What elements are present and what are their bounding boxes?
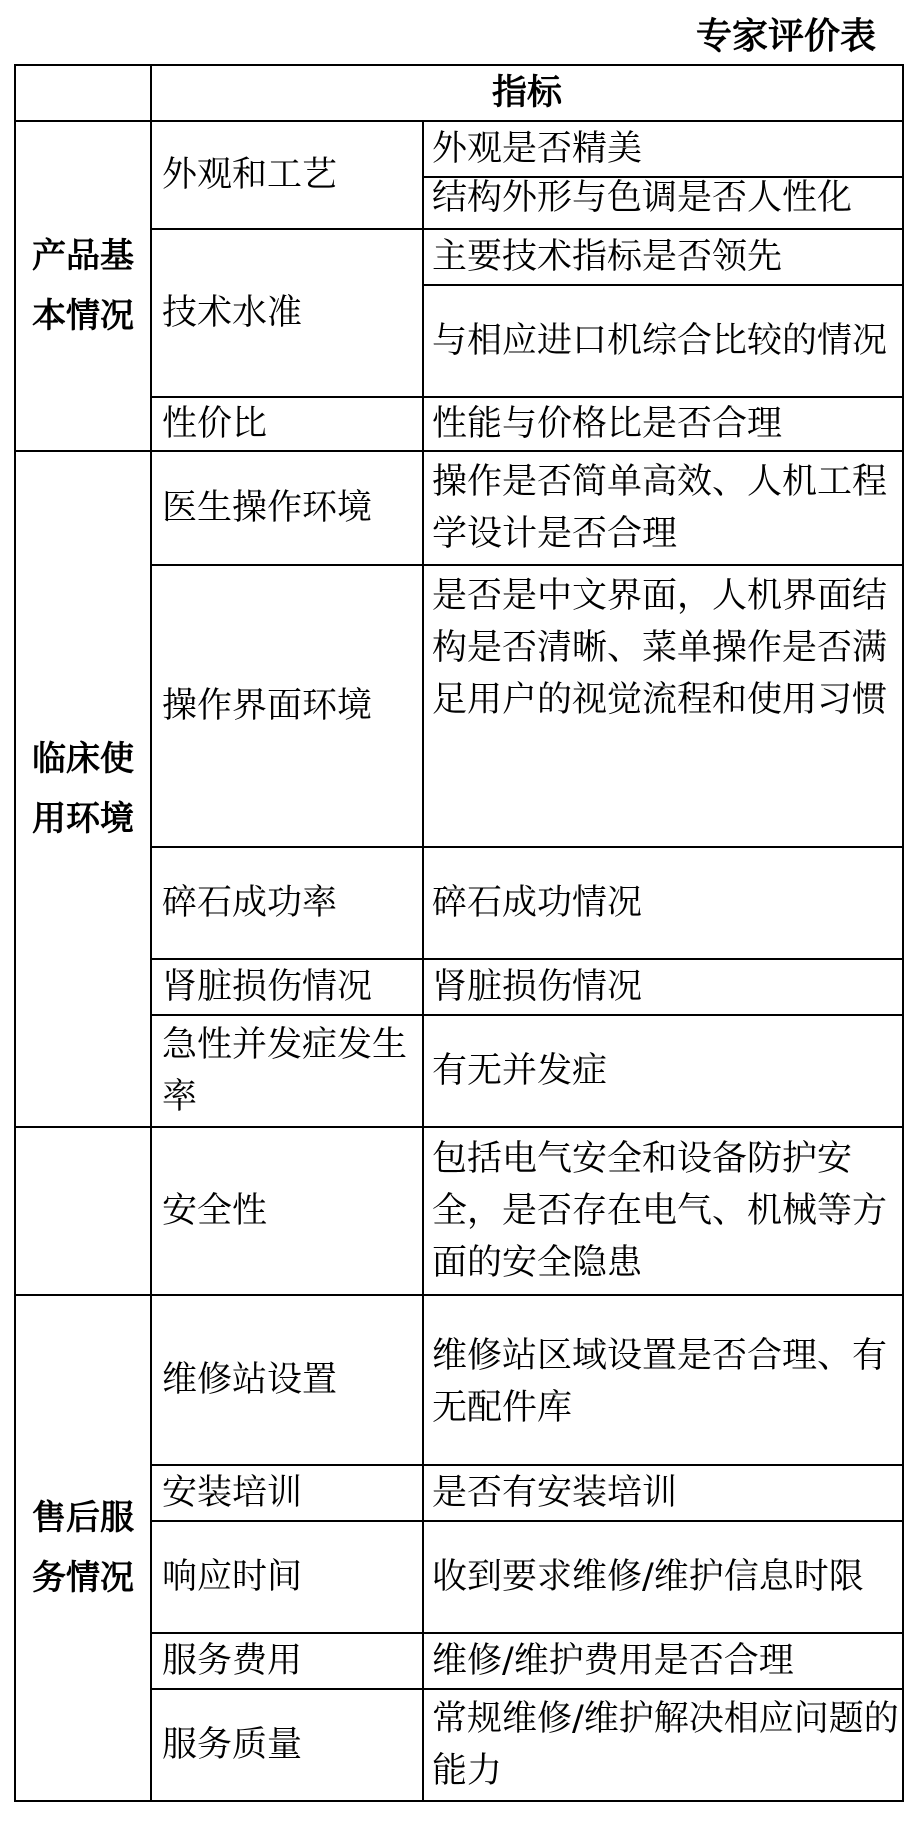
evaluation-table	[14, 64, 904, 1802]
criterion-text: 结构外形与色调是否人性化	[432, 178, 853, 218]
indicator-cell: 安全性	[151, 1127, 423, 1295]
indicator-cell: 性价比	[151, 397, 423, 451]
criterion-cell: 操作是否简单高效、人机工程学设计是否合理	[423, 451, 903, 565]
criterion-cell	[423, 121, 903, 177]
indicator-cell: 技术水准	[151, 229, 423, 397]
criterion-cell: 收到要求维修/维护信息时限	[423, 1521, 903, 1633]
header-blank-cell	[15, 65, 151, 121]
criterion-cell: 与相应进口机综合比较的情况	[423, 285, 903, 397]
table-row	[15, 121, 903, 177]
evaluation-grid	[14, 64, 904, 1802]
indicator-cell: 操作界面环境	[151, 565, 423, 847]
table-row	[15, 451, 903, 565]
indicator-cell: 外观和工艺	[151, 121, 423, 229]
indicator-cell: 碎石成功率	[151, 847, 423, 959]
indicator-cell: 服务质量	[151, 1689, 423, 1801]
indicator-cell: 肾脏损伤情况	[151, 959, 423, 1015]
criterion-cell: 性能与价格比是否合理	[423, 397, 903, 451]
indicator-cell: 响应时间	[151, 1521, 423, 1633]
indicator-cell: 医生操作环境	[151, 451, 423, 565]
criterion-text: 外观是否精美	[432, 129, 643, 169]
category-cell	[15, 1127, 151, 1295]
indicator-cell: 维修站设置	[151, 1295, 423, 1465]
criterion-cell: 维修站区域设置是否合理、有无配件库	[423, 1295, 903, 1465]
indicator-cell: 急性并发症发生率	[151, 1015, 423, 1127]
criterion-cell: 维修/维护费用是否合理	[423, 1633, 903, 1689]
criterion-cell: 碎石成功情况	[423, 847, 903, 959]
indicator-cell: 服务费用	[151, 1633, 423, 1689]
criterion-cell: 是否是中文界面，人机界面结构是否清晰、菜单操作是否满足用户的视觉流程和使用习惯	[423, 565, 903, 847]
category-cell: 售后服务情况	[15, 1295, 151, 1801]
category-cell: 产品基本情况	[15, 121, 151, 451]
criterion-cell: 主要技术指标是否领先	[423, 229, 903, 285]
header-row	[15, 65, 903, 121]
header-metric-cell: 指标	[151, 65, 903, 121]
criterion-cell: 包括电气安全和设备防护安全，是否存在电气、机械等方面的安全隐患	[423, 1127, 903, 1295]
criterion-cell: 肾脏损伤情况	[423, 959, 903, 1015]
category-cell: 临床使用环境	[15, 451, 151, 1127]
criterion-cell: 常规维修/维护解决相应问题的能力	[423, 1689, 903, 1801]
table-row	[15, 1295, 903, 1465]
table-row	[15, 1127, 903, 1295]
criterion-cell	[423, 177, 903, 229]
criterion-cell: 是否有安装培训	[423, 1465, 903, 1521]
criterion-cell: 有无并发症	[423, 1015, 903, 1127]
page-title: 专家评价表	[695, 16, 876, 57]
indicator-cell: 安装培训	[151, 1465, 423, 1521]
